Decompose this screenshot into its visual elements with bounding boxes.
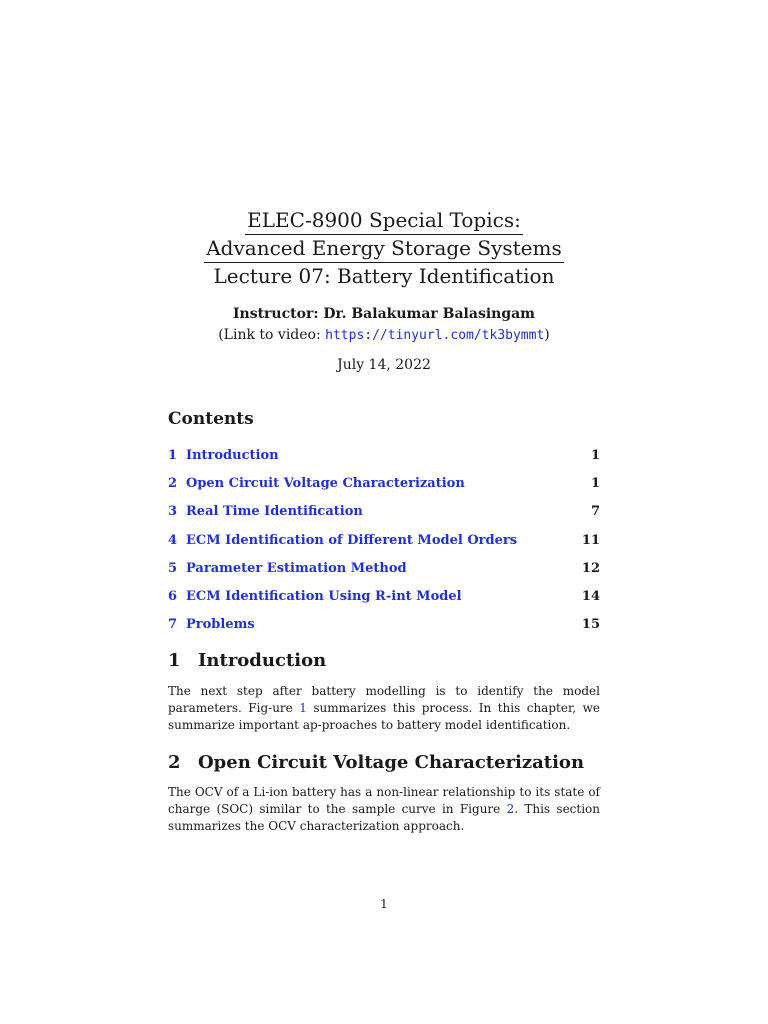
toc-entry[interactable] bbox=[168, 526, 600, 554]
contents-heading: Contents bbox=[168, 409, 254, 429]
video-link-suffix: ) bbox=[544, 327, 550, 343]
toc-entry-number: 5 bbox=[168, 560, 178, 576]
toc-entry[interactable] bbox=[168, 554, 600, 582]
toc-entry[interactable] bbox=[168, 469, 600, 497]
toc-entry-number: 7 bbox=[168, 617, 178, 633]
section-2-paragraph bbox=[168, 784, 600, 835]
toc-entry-page: 14 bbox=[581, 589, 600, 605]
section-2-title: Open Circuit Voltage Characterization bbox=[198, 752, 585, 773]
section-1-number: 1 bbox=[168, 650, 181, 671]
toc-entry[interactable] bbox=[168, 611, 600, 639]
toc-entry-number: 6 bbox=[168, 589, 178, 605]
figure-2-ref-link[interactable]: 2 bbox=[506, 802, 515, 816]
section-2-number: 2 bbox=[168, 752, 181, 773]
title-line-2: Advanced Energy Storage Systems bbox=[204, 234, 564, 263]
figure-1-ref-link[interactable]: 1 bbox=[299, 701, 307, 715]
instructor-line: Instructor: Dr. Balakumar Balasingam bbox=[232, 306, 535, 322]
toc-entry-title: ECM Identification of Different Model Orders bbox=[186, 532, 518, 548]
toc-entry-page: 12 bbox=[581, 560, 600, 576]
video-link-line bbox=[0, 327, 768, 343]
toc-entry[interactable] bbox=[168, 582, 600, 610]
document-date: July 14, 2022 bbox=[337, 357, 431, 373]
toc-entry-title: ECM Identification Using R-int Model bbox=[186, 589, 462, 605]
section-1-title: Introduction bbox=[198, 650, 327, 671]
toc-entry-title: Open Circuit Voltage Characterization bbox=[186, 475, 465, 491]
title-block bbox=[0, 206, 768, 290]
video-link-prefix: (Link to video: bbox=[218, 327, 326, 343]
toc-entry-number: 1 bbox=[168, 447, 178, 463]
toc-entry-number: 2 bbox=[168, 475, 178, 491]
toc-entry-title: Parameter Estimation Method bbox=[186, 560, 407, 576]
section-2-text-a: The OCV of a Li-ion battery has a non-linear relationship to its state of charge (SOC) similar to the sample curve in Figure bbox=[168, 785, 600, 816]
section-1-text-b: summarizes this process. In this chapter, we summarize important ap-proaches to battery model identification. bbox=[168, 701, 601, 732]
toc-entry-title: Real Time Identification bbox=[186, 504, 363, 520]
toc-entry[interactable] bbox=[168, 498, 600, 526]
toc-entry-page: 1 bbox=[590, 475, 600, 491]
toc-entry-page: 1 bbox=[590, 447, 600, 463]
section-1-text-a: The next step after battery modelling is to identify the model parameters. Fig-ure bbox=[168, 684, 600, 715]
table-of-contents bbox=[168, 441, 600, 639]
toc-entry[interactable] bbox=[168, 441, 600, 469]
toc-entry-title: Introduction bbox=[186, 447, 279, 463]
toc-entry-title: Problems bbox=[186, 617, 255, 633]
title-line-1: ELEC-8900 Special Topics: bbox=[245, 206, 523, 235]
toc-entry-page: 7 bbox=[590, 504, 600, 520]
section-2-text-b: . This section summarizes the OCV characterization approach. bbox=[168, 802, 601, 833]
toc-entry-page: 15 bbox=[581, 617, 600, 633]
section-1-paragraph bbox=[168, 683, 600, 734]
section-1-heading bbox=[168, 650, 326, 671]
page-number: 1 bbox=[380, 897, 388, 911]
section-2-heading bbox=[168, 752, 584, 773]
toc-entry-page: 11 bbox=[581, 532, 600, 548]
toc-entry-number: 4 bbox=[168, 532, 178, 548]
toc-entry-number: 3 bbox=[168, 504, 178, 520]
title-line-3: Lecture 07: Battery Identification bbox=[213, 264, 555, 288]
video-url-link[interactable]: https://tinyurl.com/tk3bymmt bbox=[325, 328, 545, 343]
